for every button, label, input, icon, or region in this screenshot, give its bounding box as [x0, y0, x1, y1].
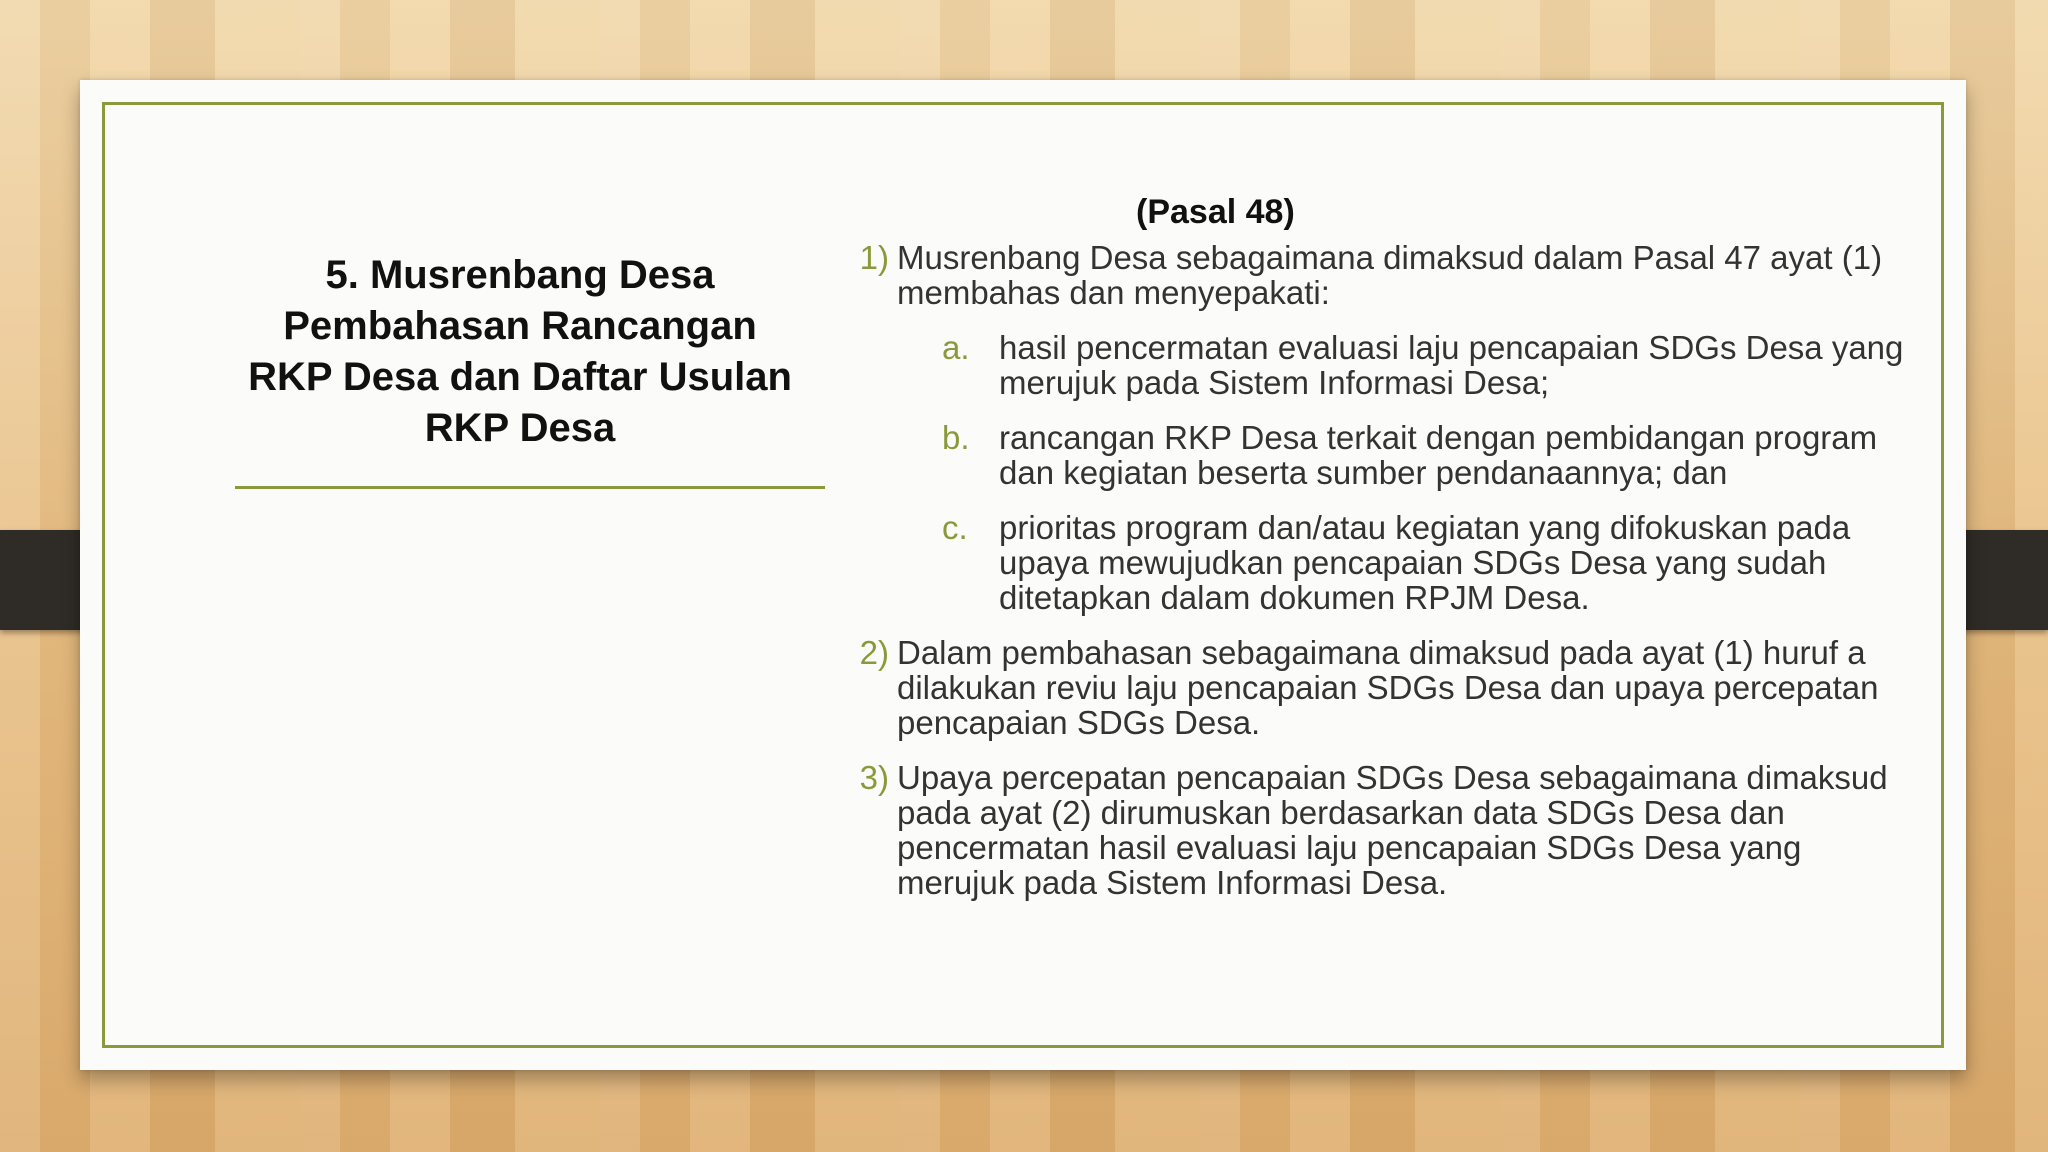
item-text: Dalam pembahasan sebagaimana dimaksud pada ayat (1) huruf a dilakukan reviu laju pencapaian SDGs Desa dan upaya percepatan pencapaian SDGs Desa. — [897, 634, 1879, 741]
sub-item-c — [942, 510, 1910, 615]
sub-item-letter: a. — [942, 329, 970, 366]
slide — [80, 80, 1966, 1070]
sub-list — [897, 330, 1910, 615]
title-line: Pembahasan Rancangan — [283, 304, 757, 348]
sub-item-a — [942, 330, 1910, 400]
item-text: Upaya percepatan pencapaian SDGs Desa sebagaimana dimaksud pada ayat (2) dirumuskan berdasarkan data SDGs Desa dan pencermatan hasil evaluasi laju pencapaian SDGs Desa yang merujuk pada Sistem Informasi Desa. — [897, 759, 1888, 901]
list-item-2 — [850, 635, 1910, 740]
item-number: 2) — [859, 634, 889, 671]
sub-item-text: hasil pencermatan evaluasi laju pencapaian SDGs Desa yang merujuk pada Sistem Informasi Desa; — [999, 329, 1904, 401]
slide-title — [220, 250, 820, 454]
pasal-heading: (Pasal 48) — [1136, 193, 1295, 231]
item-body — [897, 240, 1910, 615]
list-item-1 — [850, 240, 1910, 615]
title-line: RKP Desa — [424, 406, 616, 450]
sub-item-letter: c. — [942, 509, 968, 546]
item-number: 3) — [859, 759, 889, 796]
content-body — [850, 192, 1910, 920]
title-line: RKP Desa dan Daftar Usulan — [248, 355, 792, 399]
title-line: 5. Musrenbang Desa — [325, 253, 715, 297]
title-divider — [235, 486, 825, 489]
list-item-3 — [850, 760, 1910, 900]
item-text: Musrenbang Desa sebagaimana dimaksud dalam Pasal 47 ayat (1) membahas dan menyepakati: — [897, 239, 1883, 311]
sub-item-letter: b. — [942, 419, 970, 456]
sub-item-b — [942, 420, 1910, 490]
sub-item-text: prioritas program dan/atau kegiatan yang difokuskan pada upaya mewujudkan pencapaian SDGs Desa yang sudah ditetapkan dalam dokumen RPJM Desa. — [999, 509, 1851, 616]
item-number: 1) — [859, 239, 889, 276]
sub-item-text: rancangan RKP Desa terkait dengan pembidangan program dan kegiatan beserta sumber pendanaannya; dan — [999, 419, 1878, 491]
